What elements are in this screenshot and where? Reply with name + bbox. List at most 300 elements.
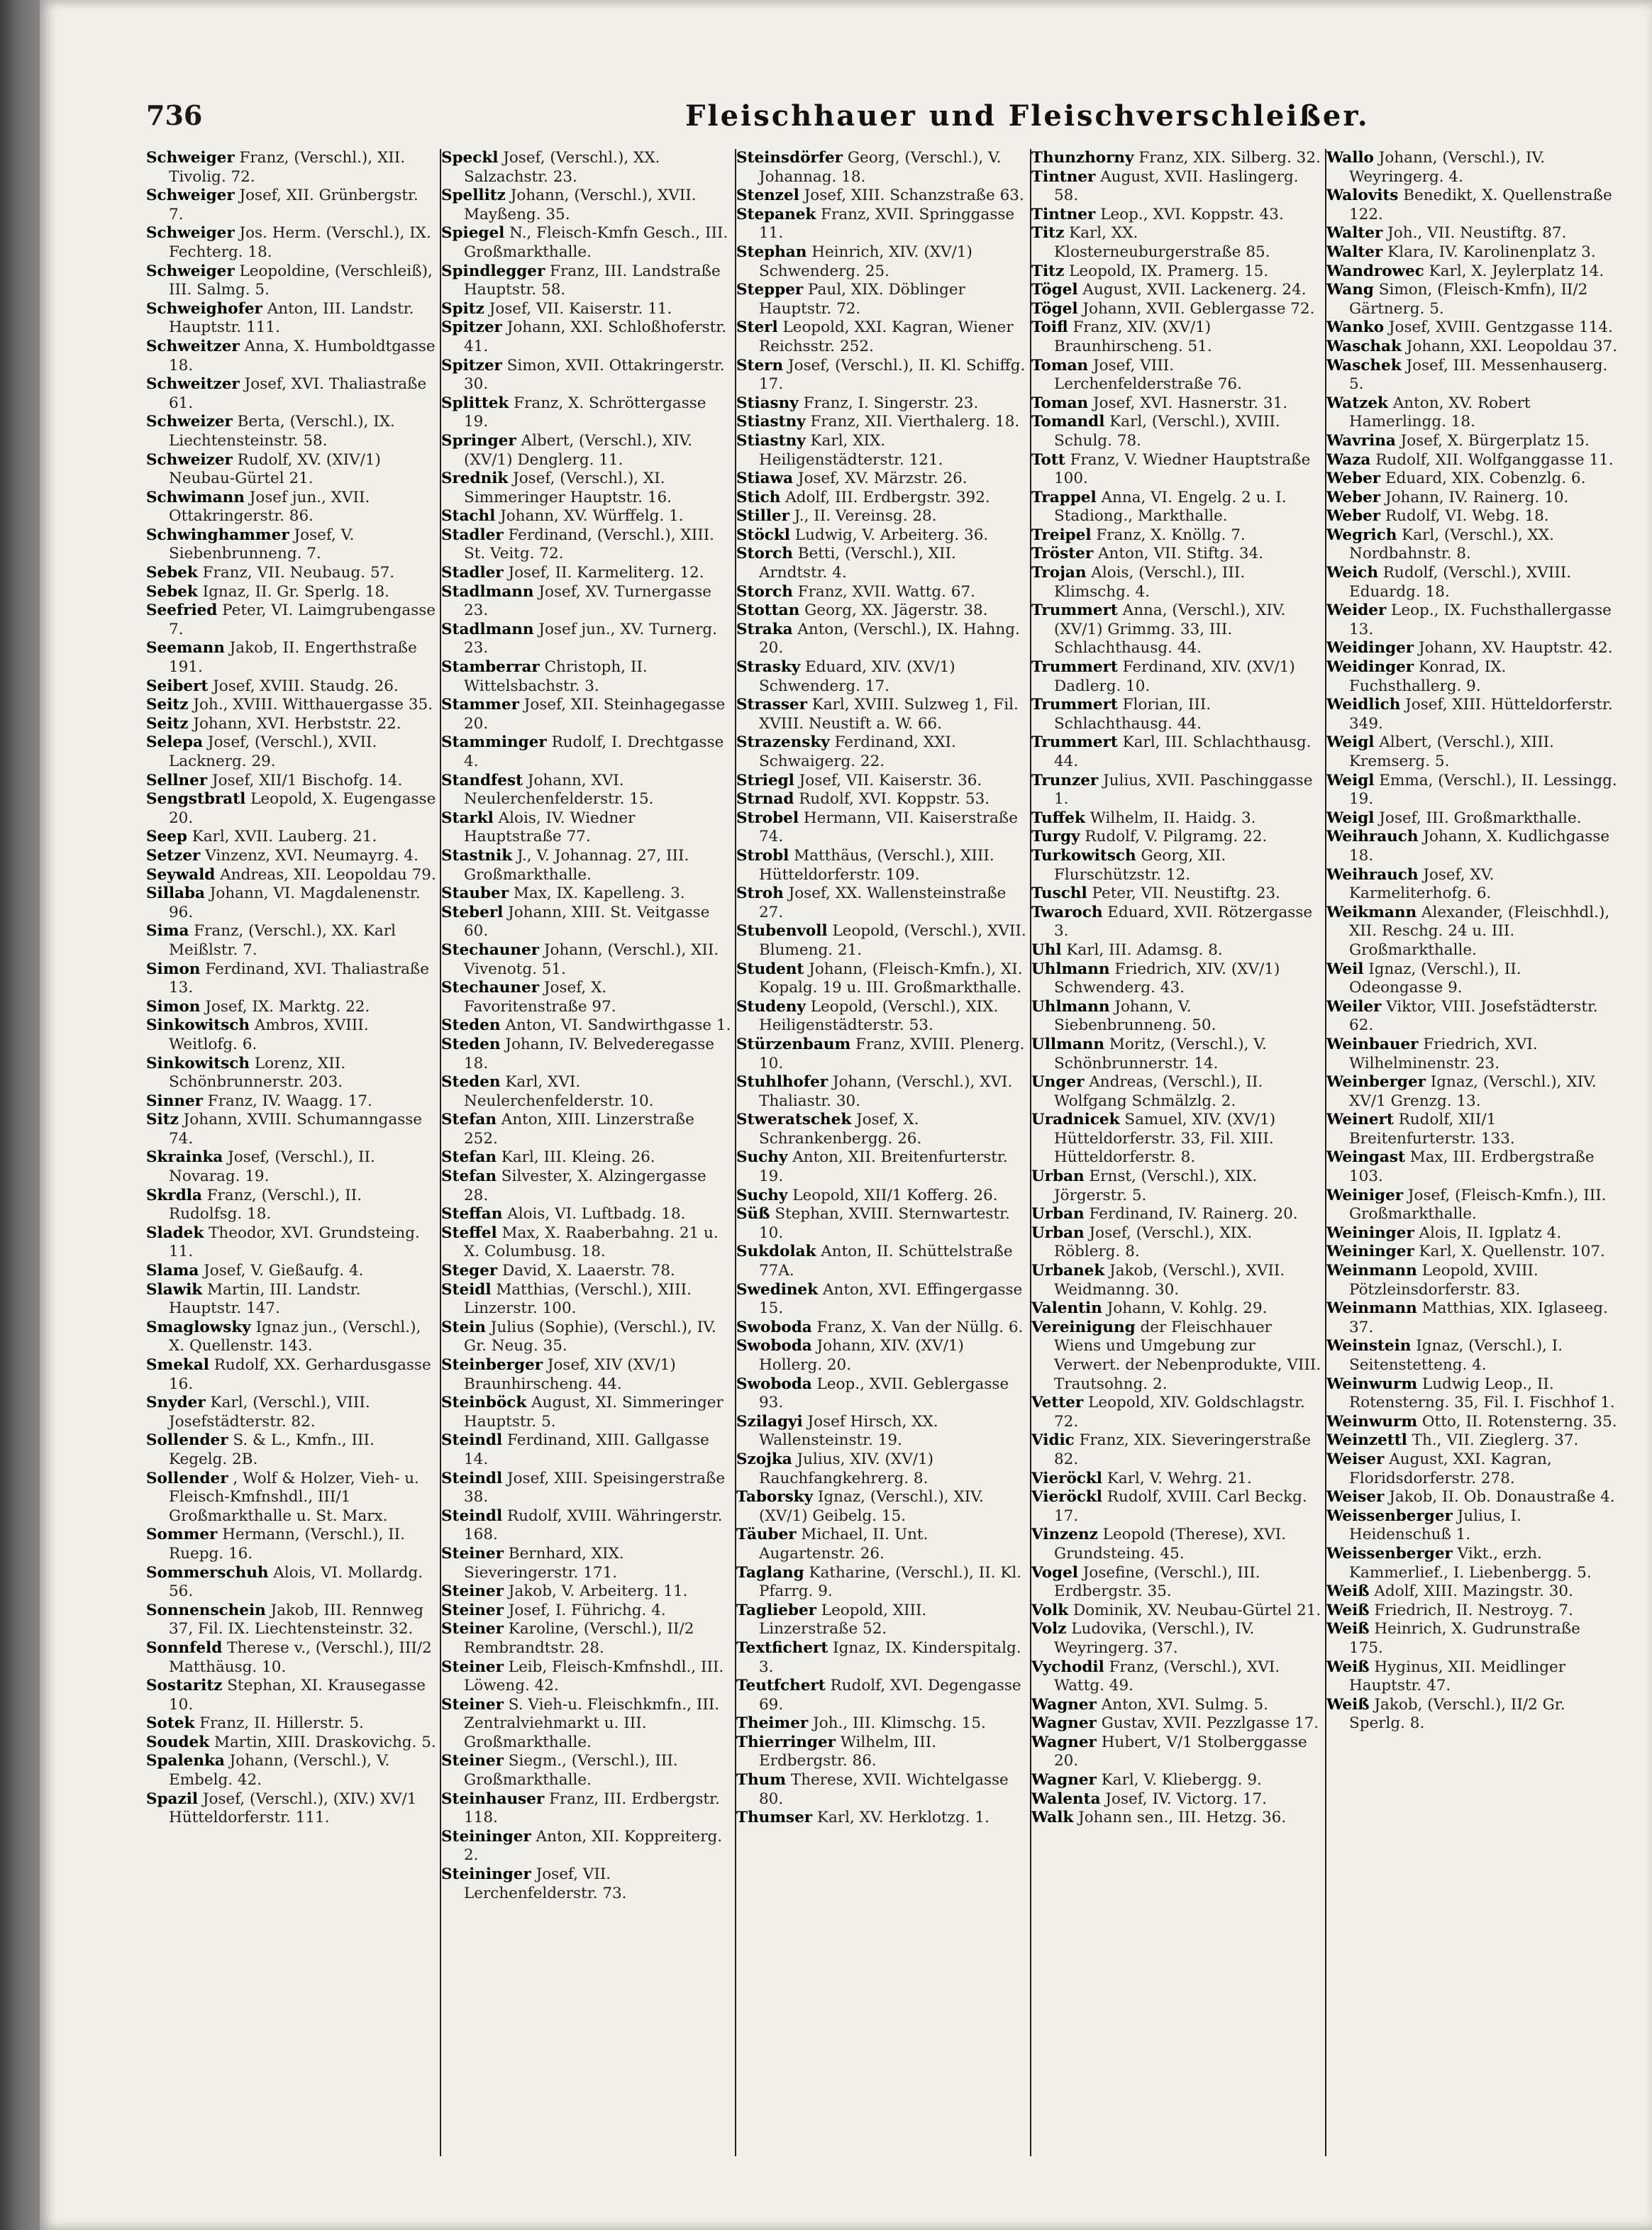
entry-details: Simon, (Fleisch-Kmfn), II/2 Gärtnerg. 5. xyxy=(1349,281,1588,318)
directory-entry xyxy=(1326,338,1619,357)
entry-details: J., II. Vereinsg. 28. xyxy=(789,507,937,526)
entry-name: Tomandl xyxy=(1031,413,1105,431)
entry-name: Seemann xyxy=(146,639,225,658)
entry-details: Max, III. Erdbergstraße 103. xyxy=(1349,1148,1595,1186)
entry-details: Johann, XIV. (XV/1) Hollerg. 20. xyxy=(759,1337,964,1374)
directory-entry xyxy=(1326,696,1619,733)
entry-details: Johann, X. Kudlichgasse 18. xyxy=(1349,828,1610,865)
directory-entry xyxy=(146,884,437,922)
entry-name: Stweratschek xyxy=(736,1111,852,1129)
entry-details: Hermann, VII. Kaiserstraße 74. xyxy=(759,809,1018,846)
directory-entry xyxy=(1031,1488,1322,1526)
entry-name: Vogel xyxy=(1031,1563,1078,1582)
entry-details: Simon, XVII. Ottakringerstr. 30. xyxy=(464,356,725,394)
entry-details: August, XI. Simmeringer Hauptstr. 5. xyxy=(464,1394,724,1431)
entry-details: Ignaz, II. Gr. Sperlg. 18. xyxy=(197,582,389,601)
directory-entry xyxy=(1326,601,1619,639)
entry-details: Karl, X. Quellenstr. 107. xyxy=(1414,1243,1605,1261)
entry-details: Peter, VII. Neustiftg. 23. xyxy=(1087,884,1280,903)
directory-entry xyxy=(146,828,437,847)
directory-entry xyxy=(441,884,732,904)
directory-entry xyxy=(1031,1809,1322,1828)
entry-name: Weidinger xyxy=(1326,658,1414,677)
entry-details: Johann, XVI. Herbststr. 22. xyxy=(188,714,401,733)
directory-entry xyxy=(1326,489,1619,508)
entry-details: Vikt., erzh. Kammerlief., I. Liebenbergg. 5. xyxy=(1349,1544,1592,1582)
page-title: Fleischhauer und Fleischverschleißer. xyxy=(685,99,1370,133)
directory-entry xyxy=(1031,281,1322,300)
entry-details: Alois, VI. Luftbadg. 18. xyxy=(502,1205,686,1224)
entry-details: August, XXI. Kagran, Floridsdorferstr. 278. xyxy=(1349,1450,1552,1487)
directory-entry xyxy=(146,1281,437,1319)
entry-details: Betti, (Verschl.), XII. Arndtstr. 4. xyxy=(759,545,956,582)
directory-entry xyxy=(146,1602,437,1639)
directory-entry xyxy=(146,583,437,602)
entry-details: Peter, VI. Laimgrubengasse 7. xyxy=(169,601,436,638)
directory-entry xyxy=(146,960,437,998)
entry-name: Schweizer xyxy=(146,450,233,469)
directory-entry xyxy=(1031,357,1322,394)
directory-entry xyxy=(736,1450,1027,1488)
directory-entry xyxy=(1031,809,1322,828)
entry-name: Weinzettl xyxy=(1326,1431,1407,1450)
entry-name: Weiß xyxy=(1326,1582,1370,1601)
entry-details: Josef, XIII. Speisingerstraße 38. xyxy=(464,1469,726,1507)
entry-name: Weinwurm xyxy=(1326,1412,1418,1431)
entry-details: Johann, XXI. Schloßhoferstr. 41. xyxy=(464,318,727,355)
entry-name: Sollender xyxy=(146,1431,228,1450)
directory-entry xyxy=(1031,998,1322,1036)
entry-details: Anton, XIII. Linzerstraße 252. xyxy=(464,1111,694,1148)
directory-entry xyxy=(146,1148,437,1186)
entry-details: Joh., III. Klimschg. 15. xyxy=(808,1714,986,1733)
directory-entry xyxy=(441,1545,732,1582)
directory-entry xyxy=(1326,1413,1619,1432)
entry-name: Weinmann xyxy=(1326,1262,1417,1280)
column-5 xyxy=(1326,149,1621,2156)
column-1 xyxy=(146,149,441,2156)
entry-details: Josef, XV. Märzstr. 26. xyxy=(793,470,968,488)
entry-name: Szilagyi xyxy=(736,1412,803,1431)
entry-name: Thumser xyxy=(736,1809,813,1827)
directory-entry xyxy=(441,1281,732,1319)
directory-entry xyxy=(441,1865,732,1903)
entry-name: Sommerschuh xyxy=(146,1563,269,1582)
entry-details: Josef, X. Schrankenbergg. 26. xyxy=(759,1111,922,1148)
entry-name: Taborsky xyxy=(736,1488,814,1507)
directory-entry xyxy=(146,866,437,885)
entry-name: Stürzenbaum xyxy=(736,1035,851,1053)
entry-details: Josef, (Verschl.), II. Novarag. 19. xyxy=(169,1148,375,1186)
directory-entry xyxy=(1326,866,1619,904)
entry-name: Steffel xyxy=(441,1224,497,1242)
directory-entry xyxy=(1031,1658,1322,1696)
entry-name: Springer xyxy=(441,431,516,450)
entry-name: Schwinghammer xyxy=(146,526,289,544)
directory-entry xyxy=(441,1167,732,1205)
directory-entry xyxy=(736,187,1027,206)
directory-entry xyxy=(146,451,437,489)
entry-name: Uhlmann xyxy=(1031,960,1110,978)
entry-details: Stephan, XVIII. Sternwartestr. 10. xyxy=(759,1205,1010,1242)
entry-name: Trojan xyxy=(1031,564,1087,582)
directory-entry xyxy=(736,847,1027,884)
directory-entry xyxy=(146,639,437,677)
entry-name: Stadler xyxy=(441,526,504,544)
page-header xyxy=(146,99,1621,149)
directory-entry xyxy=(1031,394,1322,414)
directory-entry xyxy=(1326,318,1619,338)
entry-name: Szojka xyxy=(736,1450,792,1468)
entry-name: Uhlmann xyxy=(1031,997,1110,1016)
entry-details: Leopoldine, (Verschleiß), III. Salmg. 5. xyxy=(169,262,433,299)
directory-entry xyxy=(1031,696,1322,733)
directory-entry xyxy=(1326,639,1619,658)
directory-entry xyxy=(736,790,1027,809)
entry-name: Steinsdörfer xyxy=(736,149,843,167)
directory-entry xyxy=(736,1413,1027,1450)
directory-entry xyxy=(1031,1790,1322,1809)
directory-entry xyxy=(1031,733,1322,771)
entry-details: Josef jun., XVII. Ottakringerstr. 86. xyxy=(169,488,370,526)
directory-entry xyxy=(146,1319,437,1356)
entry-name: Weidinger xyxy=(1326,639,1414,658)
directory-entry xyxy=(441,394,732,432)
entry-details: Anton, III. Landstr. Hauptstr. 111. xyxy=(169,299,414,337)
entry-details: Ferdinand, (Verschl.), XIII. St. Veitg. 72. xyxy=(464,526,715,563)
entry-details: Josef, XVI. Hasnerstr. 31. xyxy=(1088,394,1288,412)
entry-details: Alois, (Verschl.), III. Klimschg. 4. xyxy=(1054,564,1246,601)
entry-name: Steden xyxy=(441,1016,501,1035)
entry-name: Weigl xyxy=(1326,771,1375,789)
entry-name: Weber xyxy=(1326,507,1381,526)
entry-name: Weinberger xyxy=(1326,1073,1426,1092)
directory-entry xyxy=(1326,1658,1619,1696)
directory-entry xyxy=(441,1752,732,1790)
entry-details: Anton, XII. Koppreiterg. 2. xyxy=(464,1827,723,1865)
entry-name: Urban xyxy=(1031,1167,1085,1186)
entry-name: Steininger xyxy=(441,1827,531,1846)
entry-details: Christoph, II. Wittelsbachstr. 3. xyxy=(464,658,648,695)
entry-name: Steiner xyxy=(441,1582,504,1601)
entry-name: Sengstbratl xyxy=(146,790,246,809)
entry-name: Stauber xyxy=(441,884,509,903)
entry-details: Silvester, X. Alzingergasse 28. xyxy=(464,1167,706,1204)
directory-entry xyxy=(736,1677,1027,1714)
entry-details: Rudolf, XVIII. Währingerstr. 168. xyxy=(464,1507,723,1544)
entry-details: Leopold, XXI. Kagran, Wiener Reichsstr. 252. xyxy=(759,318,1014,355)
entry-details: Anton, XV. Robert Hamerlingg. 18. xyxy=(1349,394,1531,431)
entry-details: Franz, XII. Vierthalerg. 18. xyxy=(805,413,1020,431)
entry-details: Anna, (Verschl.), XIV. (XV/1) Grimmg. 33, III. Schlachthausg. 44. xyxy=(1054,601,1286,658)
directory-entry xyxy=(736,149,1027,187)
entry-details: Katharine, (Verschl.), II. Kl. Pfarrg. 9. xyxy=(759,1563,1022,1601)
entry-details: Johann, (Fleisch-Kmfn.), XI. Kopalg. 19 u. III. Großmarkthalle. xyxy=(759,960,1023,997)
directory-entry xyxy=(441,432,732,470)
entry-details: Ferdinand, XIV. (XV/1) Dadlerg. 10. xyxy=(1054,658,1295,695)
entry-name: Weiniger xyxy=(1326,1186,1404,1204)
directory-entry xyxy=(1031,658,1322,696)
entry-details: Hubert, V/1 Stolberggasse 20. xyxy=(1054,1733,1307,1770)
directory-entry xyxy=(1326,772,1619,809)
entry-name: Stich xyxy=(736,488,781,506)
entry-name: Tuffek xyxy=(1031,809,1085,827)
entry-details: N., Fleisch-Kmfn Gesch., III. Großmarkthalle. xyxy=(464,224,728,261)
entry-name: Sotek xyxy=(146,1714,195,1733)
entry-name: Weiser xyxy=(1326,1450,1385,1468)
entry-name: Wagner xyxy=(1031,1733,1097,1751)
directory-entry xyxy=(1031,601,1322,658)
entry-details: Franz, XIV. (XV/1) Braunhirscheng. 51. xyxy=(1054,318,1212,355)
entry-details: Ignaz, IX. Kinderspitalg. 3. xyxy=(759,1638,1021,1676)
entry-name: Urban xyxy=(1031,1224,1085,1242)
entry-name: Wagner xyxy=(1031,1695,1097,1714)
directory-entry xyxy=(1326,1299,1619,1337)
directory-entry xyxy=(1326,224,1619,243)
directory-entry xyxy=(441,1658,732,1696)
directory-entry xyxy=(1326,262,1619,282)
entry-details: Karl, V. Wehrg. 21. xyxy=(1102,1469,1252,1487)
directory-entry xyxy=(441,809,732,847)
entry-name: Slawik xyxy=(146,1280,203,1299)
directory-entry xyxy=(736,1187,1027,1206)
entry-details: Max, X. Raaberbahng. 21 u. X. Columbusg. 18. xyxy=(464,1224,719,1261)
entry-details: Viktor, VIII. Josefstädterstr. 62. xyxy=(1349,997,1598,1035)
directory-entry xyxy=(1326,1431,1619,1450)
directory-entry xyxy=(441,526,732,564)
directory-entry xyxy=(736,772,1027,791)
entry-details: Franz, II. Hillerstr. 5. xyxy=(194,1714,364,1733)
entry-details: Leopold, X. Eugengasse 20. xyxy=(169,790,436,827)
entry-name: Spitzer xyxy=(441,356,502,375)
directory-entry xyxy=(736,318,1027,356)
directory-entry xyxy=(441,979,732,1016)
entry-details: Franz, V. Wiedner Hauptstraße 100. xyxy=(1054,450,1311,488)
entry-details: Leopold, XIV. Goldschlagstr. 72. xyxy=(1054,1394,1305,1431)
entry-name: Weiler xyxy=(1326,997,1382,1016)
entry-name: Titz xyxy=(1031,262,1065,280)
entry-details: Josef, IV. Victorg. 17. xyxy=(1100,1790,1268,1808)
entry-details: Ferdinand, IV. Rainerg. 20. xyxy=(1084,1205,1298,1224)
entry-name: Walovits xyxy=(1326,187,1399,205)
entry-details: Jakob, II. Ob. Donaustraße 4. xyxy=(1384,1488,1615,1507)
entry-name: Wagner xyxy=(1031,1771,1097,1790)
directory-entry xyxy=(1326,1337,1619,1375)
entry-name: Stadlmann xyxy=(441,582,534,601)
entry-name: Weider xyxy=(1326,601,1387,620)
entry-details: Alexander, (Fleischhdl.), XII. Reschg. 24 u. III. Großmarkthalle. xyxy=(1349,903,1610,959)
entry-name: Sostaritz xyxy=(146,1677,223,1695)
entry-details: Ignaz, (Verschl.), I. Seitenstetteng. 4. xyxy=(1349,1337,1563,1374)
directory-entry xyxy=(736,1771,1027,1809)
entry-details: J., V. Johannag. 27, III. Großmarkthalle. xyxy=(464,846,689,884)
directory-entry xyxy=(441,1111,732,1148)
directory-entry xyxy=(736,1809,1027,1828)
directory-entry xyxy=(146,1016,437,1054)
entry-name: Stefan xyxy=(441,1148,497,1167)
entry-name: Uhl xyxy=(1031,941,1062,959)
entry-details: August, XVII. Lackenerg. 24. xyxy=(1077,281,1307,299)
directory-entry xyxy=(1031,1771,1322,1790)
entry-details: Josef, (Verschl.), (XIV.) XV/1 Hütteldorferstr. 111. xyxy=(169,1790,417,1827)
entry-details: Karl, XX. Klosterneuburgerstraße 85. xyxy=(1054,224,1270,261)
entry-name: Valentin xyxy=(1031,1299,1102,1318)
entry-details: David, X. Laaerstr. 78. xyxy=(497,1262,675,1280)
entry-details: Dominik, XV. Neubau-Gürtel 21. xyxy=(1068,1601,1321,1619)
directory-entry xyxy=(1326,564,1619,601)
entry-name: Steiner xyxy=(441,1544,504,1563)
entry-name: Spazil xyxy=(146,1790,199,1808)
directory-entry xyxy=(441,904,732,941)
scan-binding-edge xyxy=(0,0,43,2230)
directory-entry xyxy=(1326,243,1619,262)
entry-name: Seibert xyxy=(146,677,209,695)
directory-page xyxy=(40,0,1652,2230)
entry-details: Josef, XIII. Hütteldorferstr. 349. xyxy=(1349,696,1613,733)
entry-details: Josef, XVI. Thaliastraße 61. xyxy=(169,375,427,412)
directory-entry xyxy=(441,658,732,696)
entry-details: Josef, XV. Karmeliterhofg. 6. xyxy=(1349,865,1495,903)
entry-details: Johann, XIII. St. Veitgasse 60. xyxy=(464,903,710,941)
entry-details: Ernst, (Verschl.), XIX. Jörgerstr. 5. xyxy=(1054,1167,1258,1204)
entry-name: Sukdolak xyxy=(736,1243,816,1261)
directory-entry xyxy=(1326,1696,1619,1733)
directory-entry xyxy=(1326,960,1619,998)
entry-details: Anton, VI. Sandwirthgasse 1. xyxy=(500,1016,731,1035)
entry-name: Stöckl xyxy=(736,526,790,544)
directory-entry xyxy=(1031,772,1322,809)
entry-details: Karl, XVI. Neulerchenfelderstr. 10. xyxy=(464,1073,654,1110)
entry-name: Wang xyxy=(1326,281,1374,299)
entry-details: Anton, XVI. Sulmg. 5. xyxy=(1096,1695,1268,1714)
entry-name: Stenzel xyxy=(736,187,799,205)
entry-details: Franz, IV. Waagg. 17. xyxy=(202,1092,372,1110)
entry-name: Stiastny xyxy=(736,413,806,431)
entry-details: Leopold, XVIII. Pötzleinsdorferstr. 83. xyxy=(1349,1262,1539,1299)
directory-entry xyxy=(441,224,732,262)
entry-name: Splittek xyxy=(441,394,509,412)
entry-name: Snyder xyxy=(146,1394,206,1412)
entry-details: Matthäus, (Verschl.), XIII. Hütteldorferstr. 109. xyxy=(759,846,994,884)
entry-name: Weihrauch xyxy=(1326,828,1419,846)
entry-details: Klara, IV. Karolinenplatz 3. xyxy=(1382,243,1596,261)
entry-details: Franz, (Verschl.), II. Rudolfsg. 18. xyxy=(169,1186,362,1224)
entry-details: Josef, V. Siebenbrunneng. 7. xyxy=(169,526,355,563)
entry-name: Wegrich xyxy=(1326,526,1397,544)
entry-name: Turgy xyxy=(1031,828,1080,846)
entry-details: Alois, II. Igplatz 4. xyxy=(1414,1224,1562,1242)
entry-name: Steffan xyxy=(441,1205,503,1224)
entry-details: Ludwig, V. Arbeiterg. 36. xyxy=(789,526,989,544)
entry-details: Josef jun., XV. Turnerg. 23. xyxy=(464,620,718,658)
directory-entry xyxy=(1326,1148,1619,1186)
directory-entry xyxy=(1326,1111,1619,1148)
entry-details: Rudolf, I. Drechtgasse 4. xyxy=(464,733,724,770)
directory-entry xyxy=(441,564,732,583)
entry-name: Trummert xyxy=(1031,658,1118,677)
entry-name: Seep xyxy=(146,828,187,846)
entry-name: Swoboda xyxy=(736,1318,812,1336)
directory-entry xyxy=(146,1055,437,1092)
entry-details: Friedrich, XIV. (XV/1) Schwenderg. 43. xyxy=(1054,960,1280,997)
entry-details: Josef, (Verschl.), XVII. Lacknerg. 29. xyxy=(169,733,377,770)
entry-details: Ignaz jun., (Verschl.), X. Quellenstr. 143. xyxy=(169,1318,421,1355)
entry-details: Alois, VI. Mollardg. 56. xyxy=(169,1563,423,1601)
directory-entry xyxy=(1326,1262,1619,1299)
entry-name: Spellitz xyxy=(441,187,506,205)
entry-details: Konrad, IX. Fuchsthallerg. 9. xyxy=(1349,658,1507,695)
directory-entry xyxy=(1031,1526,1322,1563)
entry-name: Spitzer xyxy=(441,318,502,337)
entry-name: Tuschl xyxy=(1031,884,1087,903)
entry-name: Stiasny xyxy=(736,394,799,412)
entry-name: Schweizer xyxy=(146,413,233,431)
entry-name: Starkl xyxy=(441,809,494,827)
directory-entry xyxy=(1326,432,1619,451)
entry-details: Franz, (Verschl.), XVI. Wattg. 49. xyxy=(1054,1658,1280,1695)
directory-entry xyxy=(146,601,437,639)
entry-name: Strazensky xyxy=(736,733,830,752)
entry-details: Franz, XIX. Sieveringerstraße 82. xyxy=(1054,1431,1312,1468)
entry-details: Josef, XV. Turnergasse 23. xyxy=(464,582,711,620)
entry-details: Josef, V. Gießaufg. 4. xyxy=(199,1262,364,1280)
entry-details: Johann, V. Siebenbrunneng. 50. xyxy=(1054,997,1216,1035)
directory-entry xyxy=(1031,1073,1322,1111)
entry-name: Steinberger xyxy=(441,1356,543,1374)
directory-entry xyxy=(146,1111,437,1148)
entry-name: Sonnenschein xyxy=(146,1601,266,1619)
entry-name: Weissenberger xyxy=(1326,1507,1453,1525)
directory-entry xyxy=(736,1319,1027,1338)
directory-entry xyxy=(1031,1299,1322,1319)
entry-details: Lorenz, XII. Schönbrunnerstr. 203. xyxy=(169,1054,346,1092)
directory-entry xyxy=(736,1526,1027,1563)
directory-entry xyxy=(736,1243,1027,1280)
entry-details: Rudolf, XVI. Koppstr. 53. xyxy=(794,790,990,809)
entry-name: Stefan xyxy=(441,1111,497,1129)
entry-name: Treipel xyxy=(1031,526,1092,544)
entry-details: Karoline, (Verschl.), II/2 Rembrandtstr. 28. xyxy=(464,1620,694,1657)
directory-entry xyxy=(441,1828,732,1865)
entry-name: Spiegel xyxy=(441,224,505,243)
entry-details: Martin, XIII. Draskovichg. 5. xyxy=(209,1733,436,1751)
entry-details: Karl, X. Jeylerplatz 14. xyxy=(1424,262,1604,280)
entry-name: Seefried xyxy=(146,601,218,620)
directory-entry xyxy=(1326,733,1619,771)
entry-name: Süß xyxy=(736,1205,770,1224)
entry-details: Rudolf, XII. Wolfganggasse 11. xyxy=(1370,450,1614,469)
entry-name: Walter xyxy=(1326,224,1383,243)
directory-entry xyxy=(1326,1488,1619,1507)
directory-entry xyxy=(146,149,437,187)
entry-details: Josefine, (Verschl.), III. Erdbergstr. 35. xyxy=(1054,1563,1260,1601)
directory-entry xyxy=(441,187,732,224)
entry-name: Stamminger xyxy=(441,733,547,752)
entry-name: Weininger xyxy=(1326,1224,1414,1242)
directory-entry xyxy=(441,1620,732,1658)
directory-entry xyxy=(1326,281,1619,318)
entry-name: Skrainka xyxy=(146,1148,223,1167)
entry-details: Ferdinand, XVI. Thaliastraße 13. xyxy=(169,960,430,997)
entry-name: Slama xyxy=(146,1262,199,1280)
entry-details: Josef, XIII. Schanzstraße 63. xyxy=(799,187,1024,205)
directory-entry xyxy=(1031,1602,1322,1621)
entry-details: Josef, (Verschl.), XX. Salzachstr. 23. xyxy=(464,149,660,186)
entry-details: Leib, Fleisch-Kmfnshdl., III. Löweng. 42. xyxy=(464,1658,724,1695)
entry-details: Leopold, (Verschl.), XIX. Heiligenstädterstr. 53. xyxy=(759,997,999,1035)
entry-details: Josef, I. Führichg. 4. xyxy=(503,1601,666,1619)
entry-details: Ambros, XVIII. Weitlofg. 6. xyxy=(169,1016,369,1053)
